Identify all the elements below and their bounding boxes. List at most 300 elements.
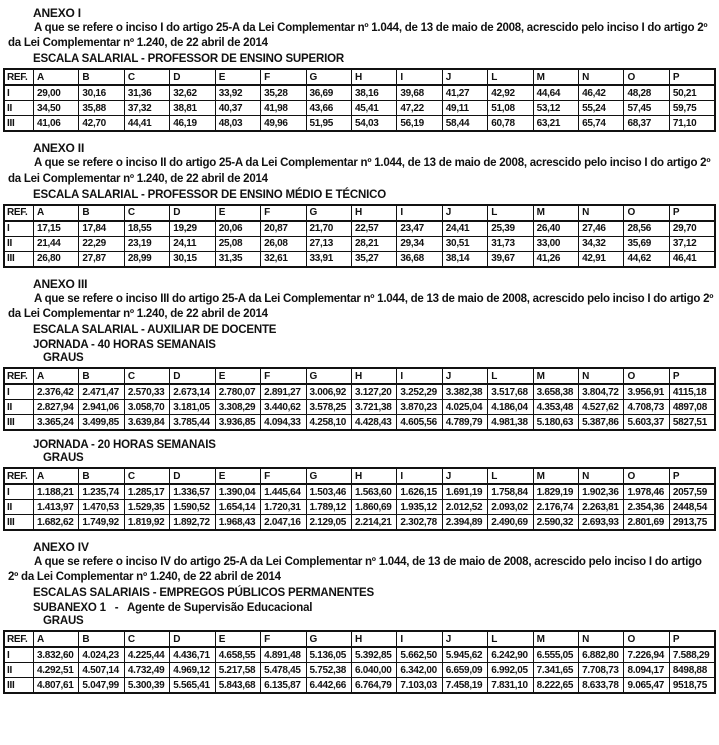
- salary-value: 47,22: [397, 101, 442, 116]
- salary-value: 8.094,17: [624, 663, 669, 678]
- salary-value: 1.860,69: [351, 500, 396, 515]
- salary-value: 42,70: [79, 116, 124, 132]
- salary-value: 4.658,55: [215, 647, 260, 663]
- grade-column-header: G: [306, 468, 351, 484]
- salary-value: 3.308,29: [215, 400, 260, 415]
- salary-value: 1.819,92: [124, 515, 169, 531]
- salary-value: 1.682,62: [34, 515, 79, 531]
- salary-value: 3.252,29: [397, 384, 442, 400]
- salary-value: 44,41: [124, 116, 169, 132]
- salary-value: 2.673,14: [170, 384, 215, 400]
- grade-column-header: O: [624, 468, 669, 484]
- salary-value: 30,16: [79, 85, 124, 101]
- grade-column-header: F: [261, 368, 306, 384]
- table-row: [4, 236, 715, 251]
- salary-value: 1.445,64: [261, 484, 306, 500]
- salary-value: 31,36: [124, 85, 169, 101]
- salary-value: 4.807,61: [34, 678, 79, 694]
- salary-value: 1.978,46: [624, 484, 669, 500]
- salary-value: 4.891,48: [261, 647, 306, 663]
- anexo-ii-title: ANEXO II: [33, 141, 85, 156]
- salary-value: 51,08: [488, 101, 533, 116]
- salary-value: 1.590,52: [170, 500, 215, 515]
- salary-value: 1.529,35: [124, 500, 169, 515]
- salary-value: 4.789,79: [442, 415, 487, 431]
- salary-value: 7.708,73: [579, 663, 624, 678]
- salary-value: 5827,51: [669, 415, 715, 431]
- grade-column-header: N: [579, 368, 624, 384]
- salary-value: 38,14: [442, 251, 487, 267]
- salary-value: 2.801,69: [624, 515, 669, 531]
- salary-value: 2057,59: [669, 484, 715, 500]
- salary-value: 31,73: [488, 236, 533, 251]
- row-ref: II: [4, 101, 34, 116]
- grade-column-header: A: [34, 368, 79, 384]
- table-header-row: [4, 69, 715, 85]
- salary-value: 4.605,56: [397, 415, 442, 431]
- grade-column-header: M: [533, 205, 578, 221]
- row-ref: II: [4, 663, 34, 678]
- salary-value: 26,80: [34, 251, 79, 267]
- salary-value: 49,96: [261, 116, 306, 132]
- salary-value: 4897,08: [669, 400, 715, 415]
- salary-value: 5.180,63: [533, 415, 578, 431]
- salary-value: 6.882,80: [579, 647, 624, 663]
- grade-column-header: M: [533, 69, 578, 85]
- anexo-iii-subtitle: ESCALA SALARIAL - AUXILIAR DE DOCENTE: [33, 324, 277, 337]
- grade-column-header: G: [306, 205, 351, 221]
- salary-value: 6.135,87: [261, 678, 306, 694]
- salary-value: 33,00: [533, 236, 578, 251]
- salary-value: 4.507,14: [79, 663, 124, 678]
- grade-column-header: A: [34, 205, 79, 221]
- grade-column-header: B: [79, 468, 124, 484]
- salary-value: 26,08: [261, 236, 306, 251]
- grade-column-header: E: [215, 69, 260, 85]
- salary-value: 7.831,10: [488, 678, 533, 694]
- graus-label: GRAUS: [43, 352, 84, 365]
- salary-value: 2.891,27: [261, 384, 306, 400]
- grade-column-header: G: [306, 368, 351, 384]
- salary-value: 5.387,86: [579, 415, 624, 431]
- salary-value: 3.658,38: [533, 384, 578, 400]
- salary-value: 2.693,93: [579, 515, 624, 531]
- anexo-ii-paragraph: A que se refere o inciso II do artigo 25-A da Lei Complementar nº 1.044, de 13 de maio de 2008, acrescido pelo inciso I do artigo 2º da Lei Complementar nº 1.240, de 22 abril de 2014: [8, 157, 711, 185]
- salary-value: 35,88: [79, 101, 124, 116]
- salary-value: 30,15: [170, 251, 215, 267]
- salary-value: 20,87: [261, 221, 306, 237]
- salary-value: 30,51: [442, 236, 487, 251]
- section-anexo-iv: [3, 540, 716, 694]
- anexo-iii-title: ANEXO III: [33, 276, 88, 291]
- salary-value: 21,44: [34, 236, 79, 251]
- salary-value: 6.659,09: [442, 663, 487, 678]
- salary-value: 6.342,00: [397, 663, 442, 678]
- salary-value: 21,70: [306, 221, 351, 237]
- grade-column-header: A: [34, 69, 79, 85]
- salary-table-auxiliar-docente-20h: [3, 467, 716, 531]
- row-ref: I: [4, 647, 34, 663]
- table-header-row: [4, 631, 715, 647]
- jornada-40h-label: JORNADA - 40 HORAS SEMANAIS: [33, 339, 216, 352]
- salary-value: 3.499,85: [79, 415, 124, 431]
- salary-value: 32,62: [170, 85, 215, 101]
- grade-column-header: I: [397, 368, 442, 384]
- salary-value: 7.226,94: [624, 647, 669, 663]
- salary-value: 23,19: [124, 236, 169, 251]
- salary-value: 1.902,36: [579, 484, 624, 500]
- salary-value: 5.136,05: [306, 647, 351, 663]
- anexo-i-paragraph: A que se refere o inciso I do artigo 25-A da Lei Complementar nº 1.044, de 13 de maio de 2008, acrescido pelo inciso I do artigo 2º da Lei Complementar nº 1.240, de 22 abril de 2014: [8, 22, 708, 50]
- salary-value: 60,78: [488, 116, 533, 132]
- row-ref: III: [4, 415, 34, 431]
- salary-value: 39,68: [397, 85, 442, 101]
- salary-value: 4.969,12: [170, 663, 215, 678]
- salary-value: 6.242,90: [488, 647, 533, 663]
- graus-label: GRAUS: [43, 452, 84, 465]
- grade-column-header: J: [442, 205, 487, 221]
- grade-column-header: A: [34, 468, 79, 484]
- salary-value: 3.382,38: [442, 384, 487, 400]
- grade-column-header: C: [124, 69, 169, 85]
- salary-value: 9.065,47: [624, 678, 669, 694]
- salary-value: 3.440,62: [261, 400, 306, 415]
- table-row: [4, 116, 715, 132]
- table-row: [4, 647, 715, 663]
- salary-value: 24,11: [170, 236, 215, 251]
- grade-column-header: M: [533, 631, 578, 647]
- salary-table-professor-ensino-superior: [3, 68, 716, 132]
- salary-value: 5.662,50: [397, 647, 442, 663]
- salary-value: 36,69: [306, 85, 351, 101]
- salary-value: 2.093,02: [488, 500, 533, 515]
- table-row: [4, 663, 715, 678]
- salary-value: 1.720,31: [261, 500, 306, 515]
- salary-value: 2.394,89: [442, 515, 487, 531]
- salary-value: 3.804,72: [579, 384, 624, 400]
- salary-value: 28,56: [624, 221, 669, 237]
- grade-column-header: O: [624, 368, 669, 384]
- grade-column-header: D: [170, 69, 215, 85]
- salary-value: 58,44: [442, 116, 487, 132]
- salary-value: 1.336,57: [170, 484, 215, 500]
- salary-value: 5.603,37: [624, 415, 669, 431]
- salary-value: 51,95: [306, 116, 351, 132]
- grade-column-header: F: [261, 631, 306, 647]
- table-row: [4, 484, 715, 500]
- grade-column-header: C: [124, 468, 169, 484]
- salary-value: 1.626,15: [397, 484, 442, 500]
- salary-value: 46,19: [170, 116, 215, 132]
- salary-value: 2.354,36: [624, 500, 669, 515]
- grade-column-header: L: [488, 368, 533, 384]
- salary-value: 2.047,16: [261, 515, 306, 531]
- salary-value: 41,27: [442, 85, 487, 101]
- salary-value: 24,41: [442, 221, 487, 237]
- salary-value: 36,68: [397, 251, 442, 267]
- grade-column-header: E: [215, 468, 260, 484]
- salary-value: 59,75: [669, 101, 715, 116]
- anexo-iv-paragraph: A que se refere o inciso IV do artigo 25-A da Lei Complementar nº 1.044, de 13 de maio de 2008, acrescido pelo inciso I do artigo 2º da Lei Complementar nº 1.240, de 22 abril de 2014: [8, 556, 702, 584]
- salary-value: 54,03: [351, 116, 396, 132]
- salary-value: 22,57: [351, 221, 396, 237]
- grade-column-header: P: [669, 368, 715, 384]
- grade-column-header: N: [579, 631, 624, 647]
- salary-value: 5.300,39: [124, 678, 169, 694]
- grade-column-header: O: [624, 205, 669, 221]
- salary-value: 3.832,60: [34, 647, 79, 663]
- salary-value: 2.129,05: [306, 515, 351, 531]
- salary-value: 2.941,06: [79, 400, 124, 415]
- grade-column-header: F: [261, 205, 306, 221]
- salary-value: 25,08: [215, 236, 260, 251]
- salary-value: 6.555,05: [533, 647, 578, 663]
- row-ref: I: [4, 384, 34, 400]
- grade-column-header: P: [669, 631, 715, 647]
- grade-column-header: D: [170, 468, 215, 484]
- salary-value: 42,91: [579, 251, 624, 267]
- salary-value: 31,35: [215, 251, 260, 267]
- salary-value: 4.025,04: [442, 400, 487, 415]
- salary-value: 6.442,66: [306, 678, 351, 694]
- grade-column-header: C: [124, 631, 169, 647]
- salary-value: 29,70: [669, 221, 715, 237]
- salary-value: 1.935,12: [397, 500, 442, 515]
- anexo-i-subtitle: ESCALA SALARIAL - PROFESSOR DE ENSINO SUPERIOR: [33, 53, 344, 66]
- salary-value: 3.181,05: [170, 400, 215, 415]
- table-header-row: [4, 468, 715, 484]
- table-row: [4, 400, 715, 415]
- salary-value: 3.127,20: [351, 384, 396, 400]
- salary-value: 4.225,44: [124, 647, 169, 663]
- salary-value: 2448,54: [669, 500, 715, 515]
- row-ref: III: [4, 515, 34, 531]
- salary-value: 37,12: [669, 236, 715, 251]
- salary-value: 2.490,69: [488, 515, 533, 531]
- salary-value: 2.376,42: [34, 384, 79, 400]
- row-ref: II: [4, 400, 34, 415]
- salary-value: 4.292,51: [34, 663, 79, 678]
- grade-column-header: M: [533, 368, 578, 384]
- jornada-20h-label: JORNADA - 20 HORAS SEMANAIS: [33, 439, 216, 452]
- table-row: [4, 500, 715, 515]
- table-row: [4, 85, 715, 101]
- salary-value: 43,66: [306, 101, 351, 116]
- grade-column-header: J: [442, 631, 487, 647]
- salary-value: 4.353,48: [533, 400, 578, 415]
- grade-column-header: L: [488, 631, 533, 647]
- salary-value: 17,15: [34, 221, 79, 237]
- salary-value: 6.040,00: [351, 663, 396, 678]
- salary-value: 7.588,29: [669, 647, 715, 663]
- salary-value: 3.936,85: [215, 415, 260, 431]
- grade-column-header: D: [170, 631, 215, 647]
- salary-value: 5.945,62: [442, 647, 487, 663]
- anexo-iv-subtitle: ESCALAS SALARIAIS - EMPREGOS PÚBLICOS PERMANENTES: [33, 587, 374, 600]
- grade-column-header: E: [215, 368, 260, 384]
- salary-value: 4115,18: [669, 384, 715, 400]
- salary-value: 19,29: [170, 221, 215, 237]
- salary-value: 33,92: [215, 85, 260, 101]
- salary-value: 35,27: [351, 251, 396, 267]
- grade-column-header: P: [669, 468, 715, 484]
- table-header-row: [4, 205, 715, 221]
- salary-value: 8498,88: [669, 663, 715, 678]
- salary-value: 2.263,81: [579, 500, 624, 515]
- grade-column-header: N: [579, 205, 624, 221]
- salary-value: 39,67: [488, 251, 533, 267]
- salary-value: 1.503,46: [306, 484, 351, 500]
- salary-value: 2.176,74: [533, 500, 578, 515]
- salary-value: 20,06: [215, 221, 260, 237]
- salary-value: 8.222,65: [533, 678, 578, 694]
- grade-column-header: C: [124, 368, 169, 384]
- grade-column-header: P: [669, 69, 715, 85]
- salary-value: 3.365,24: [34, 415, 79, 431]
- salary-value: 44,64: [533, 85, 578, 101]
- salary-value: 48,03: [215, 116, 260, 132]
- salary-value: 3.006,92: [306, 384, 351, 400]
- salary-value: 6.992,05: [488, 663, 533, 678]
- salary-value: 33,91: [306, 251, 351, 267]
- row-ref: I: [4, 85, 34, 101]
- salary-value: 71,10: [669, 116, 715, 132]
- grade-column-header: J: [442, 69, 487, 85]
- grade-column-header: O: [624, 69, 669, 85]
- table-row: [4, 384, 715, 400]
- salary-value: 28,99: [124, 251, 169, 267]
- salary-value: 2.471,47: [79, 384, 124, 400]
- salary-value: 3.956,91: [624, 384, 669, 400]
- grade-column-header: G: [306, 69, 351, 85]
- salary-value: 4.186,04: [488, 400, 533, 415]
- salary-value: 55,24: [579, 101, 624, 116]
- salary-value: 49,11: [442, 101, 487, 116]
- salary-value: 42,92: [488, 85, 533, 101]
- row-ref: I: [4, 221, 34, 237]
- anexo-iii-paragraph: A que se refere o inciso III do artigo 25-A da Lei Complementar nº 1.044, de 13 de maio de 2008, acrescido pelo inciso I do artigo 2º da Lei Complementar nº 1.240, de 22 abril de 2014: [8, 292, 714, 320]
- salary-value: 1.470,53: [79, 500, 124, 515]
- grade-column-header: F: [261, 468, 306, 484]
- salary-value: 5.843,68: [215, 678, 260, 694]
- salary-value: 1.188,21: [34, 484, 79, 500]
- salary-value: 1.892,72: [170, 515, 215, 531]
- grade-column-header: L: [488, 468, 533, 484]
- grade-column-header: B: [79, 205, 124, 221]
- salary-value: 23,47: [397, 221, 442, 237]
- salary-value: 1.285,17: [124, 484, 169, 500]
- salary-value: 34,50: [34, 101, 79, 116]
- row-ref: III: [4, 678, 34, 694]
- salary-value: 41,26: [533, 251, 578, 267]
- grade-column-header: I: [397, 631, 442, 647]
- salary-value: 1.789,12: [306, 500, 351, 515]
- salary-value: 41,98: [261, 101, 306, 116]
- graus-label: GRAUS: [43, 615, 84, 628]
- anexo-ii-subtitle: ESCALA SALARIAL - PROFESSOR DE ENSINO MÉDIO E TÉCNICO: [33, 188, 386, 201]
- grade-column-header: H: [351, 205, 396, 221]
- table-row: [4, 221, 715, 237]
- table-row: [4, 515, 715, 531]
- table-header-row: [4, 368, 715, 384]
- salary-value: 1.390,04: [215, 484, 260, 500]
- salary-value: 7.458,19: [442, 678, 487, 694]
- grade-column-header: C: [124, 205, 169, 221]
- salary-value: 2913,75: [669, 515, 715, 531]
- salary-value: 37,32: [124, 101, 169, 116]
- salary-value: 35,69: [624, 236, 669, 251]
- salary-value: 32,61: [261, 251, 306, 267]
- grade-column-header: E: [215, 631, 260, 647]
- ref-column-header: REF.: [4, 69, 34, 85]
- salary-value: 2.012,52: [442, 500, 487, 515]
- table-row: [4, 101, 715, 116]
- row-ref: III: [4, 251, 34, 267]
- subanexo-1-label: SUBANEXO 1 - Agente de Supervisão Educacional: [33, 602, 313, 615]
- salary-value: 1.691,19: [442, 484, 487, 500]
- grade-column-header: D: [170, 205, 215, 221]
- salary-value: 1.413,97: [34, 500, 79, 515]
- table-row: [4, 415, 715, 431]
- salary-value: 27,13: [306, 236, 351, 251]
- salary-value: 3.058,70: [124, 400, 169, 415]
- salary-value: 27,87: [79, 251, 124, 267]
- grade-column-header: L: [488, 69, 533, 85]
- anexo-i-title: ANEXO I: [33, 6, 81, 20]
- ref-column-header: REF.: [4, 368, 34, 384]
- anexo-iv-title: ANEXO IV: [33, 540, 89, 555]
- salary-value: 2.302,78: [397, 515, 442, 531]
- section-anexo-i: [3, 6, 716, 132]
- salary-value: 2.780,07: [215, 384, 260, 400]
- salary-value: 40,37: [215, 101, 260, 116]
- salary-value: 3.870,23: [397, 400, 442, 415]
- grade-column-header: I: [397, 205, 442, 221]
- salary-value: 2.827,94: [34, 400, 79, 415]
- salary-value: 41,06: [34, 116, 79, 132]
- table-row: [4, 251, 715, 267]
- salary-value: 1.968,43: [215, 515, 260, 531]
- grade-column-header: L: [488, 205, 533, 221]
- salary-value: 29,34: [397, 236, 442, 251]
- salary-value: 3.517,68: [488, 384, 533, 400]
- salary-table-agente-supervisao-educacional: [3, 630, 716, 694]
- salary-value: 7.341,65: [533, 663, 578, 678]
- salary-value: 48,28: [624, 85, 669, 101]
- grade-column-header: D: [170, 368, 215, 384]
- row-ref: II: [4, 236, 34, 251]
- salary-value: 68,37: [624, 116, 669, 132]
- salary-value: 4.024,23: [79, 647, 124, 663]
- grade-column-header: F: [261, 69, 306, 85]
- salary-value: 9518,75: [669, 678, 715, 694]
- salary-value: 3.721,38: [351, 400, 396, 415]
- salary-value: 46,42: [579, 85, 624, 101]
- grade-column-header: B: [79, 368, 124, 384]
- salary-table-auxiliar-docente-40h: [3, 367, 716, 431]
- salary-value: 44,62: [624, 251, 669, 267]
- salary-value: 4.428,43: [351, 415, 396, 431]
- salary-value: 7.103,03: [397, 678, 442, 694]
- salary-value: 2.590,32: [533, 515, 578, 531]
- ref-column-header: REF.: [4, 205, 34, 221]
- salary-value: 4.258,10: [306, 415, 351, 431]
- grade-column-header: M: [533, 468, 578, 484]
- grade-column-header: O: [624, 631, 669, 647]
- grade-column-header: J: [442, 468, 487, 484]
- grade-column-header: H: [351, 631, 396, 647]
- salary-value: 4.436,71: [170, 647, 215, 663]
